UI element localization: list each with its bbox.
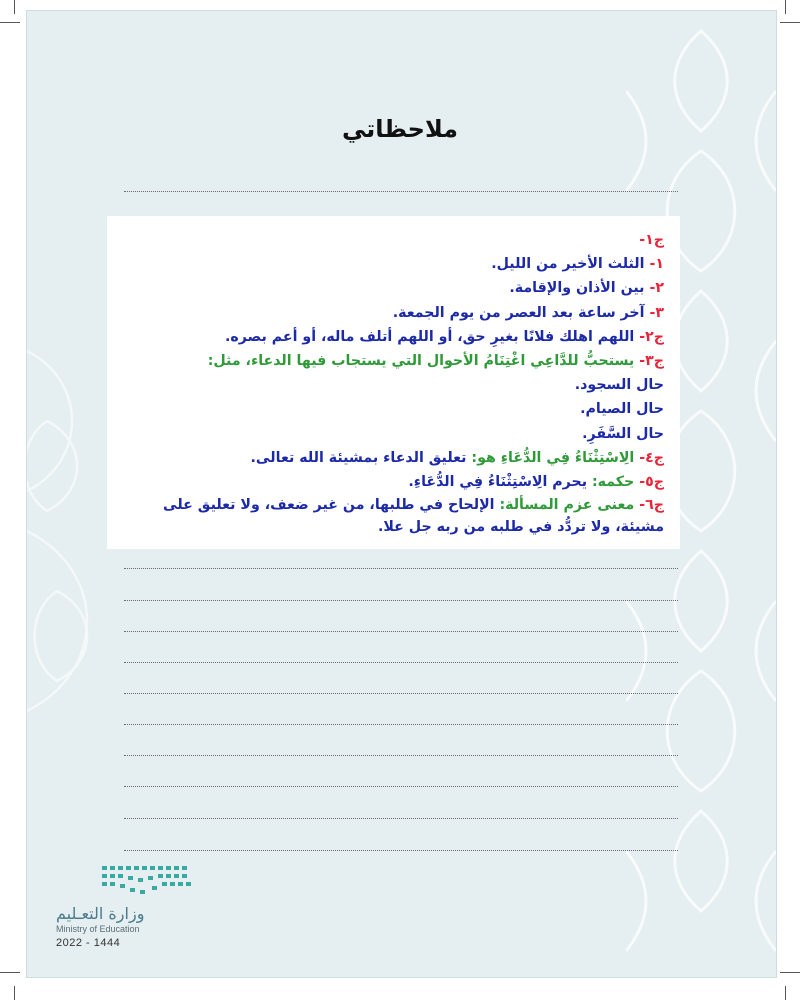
crop-mark: [780, 22, 800, 23]
crop-mark: [780, 972, 800, 973]
answers-box: [107, 216, 680, 549]
ministry-name-en: Ministry of Education: [56, 924, 140, 934]
note-line: [124, 600, 678, 601]
crop-mark: [14, 0, 15, 14]
note-line: [124, 850, 678, 851]
note-line: [124, 693, 678, 694]
note-line: [124, 568, 678, 569]
note-line: [124, 724, 678, 725]
answer-line: ١- الثلث الأخير من الليل.: [491, 256, 664, 273]
crop-mark: [0, 972, 20, 973]
edition-year: 2022 - 1444: [56, 937, 121, 949]
answer-line: ج٢- اللهم اهلك فلانًا بغيرِ حق، أو اللهم أتلف ماله، أو أعم بصره.: [224, 328, 664, 345]
note-line: [124, 631, 678, 632]
crop-mark: [785, 0, 786, 14]
note-line: [124, 662, 678, 663]
ministry-logo-icon: [56, 862, 196, 902]
ministry-name-ar: وزارة التعـليم: [56, 904, 145, 923]
note-line: [124, 191, 678, 192]
answer-line: ج٦- معنى عزم المسألة: الإلحاح في طلبها، من غير ضعف، ولا تعليق على مشيئة، ولا تردُّد في طلبه من ربه جل علا.: [163, 497, 664, 536]
answer-line: حال السَّفَرِ.: [582, 425, 664, 442]
crop-mark: [785, 986, 786, 1000]
answer-line: حال السجود.: [574, 377, 664, 394]
note-line: [124, 786, 678, 787]
answer-line: ج٣- يستحبُّ للدَّاعِي اغْتِنَامُ الأحوال التي يستجاب فيها الدعاء، مثل:: [207, 353, 664, 370]
answer-line: ٣- آخر ساعة بعد العصر من يوم الجمعة.: [392, 304, 664, 321]
note-line: [124, 818, 678, 819]
note-line: [124, 755, 678, 756]
crop-mark: [14, 986, 15, 1000]
answer-heading: ج١-: [639, 232, 664, 248]
answer-line: ج٥- حكمه: يحرم الِاسْتِثْنَاءُ فِي الدُّعَاءِ.: [408, 474, 664, 491]
answer-line: ٢- بين الأذان والإقامة.: [509, 280, 664, 297]
answer-line: ج٤- الِاسْتِثْنَاءُ فِي الدُّعَاءِ هو: تعليق الدعاء بمشيئة الله تعالى.: [250, 449, 664, 466]
crop-mark: [0, 22, 20, 23]
answer-line: حال الصيام.: [580, 401, 664, 418]
page-title: ملاحظاتي: [341, 115, 459, 143]
